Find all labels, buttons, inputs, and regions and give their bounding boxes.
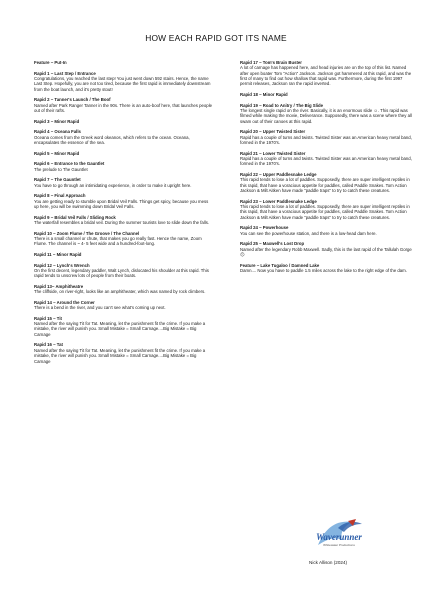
rapid-entry bbox=[34, 60, 214, 65]
rapid-entry-title: Rapid 15 ~ Tit bbox=[34, 315, 62, 321]
rapid-entry-title: Rapid 7 ~ The Gauntlet bbox=[34, 177, 81, 183]
rapid-entry-description: Named after the saying Tit for Tat. Meaning, let the punishment fit the crime. If you make a mistake, the river will punish you. Small Mistake = Small Carnage....Big Mistake = Big Carnage bbox=[34, 347, 206, 364]
rapid-entry-title: Rapid 11 ~ Minor Rapid bbox=[34, 251, 82, 257]
rapid-entry-description: The longest single rapid on the river. Basically, it is an enormous slide ☺. This rapid was filmed while making the movie, Deliverance. Supposedly, there was a scene where they all swam out of their canoes at this rapid. bbox=[240, 108, 412, 124]
rapid-entry-description: Rapid has a couple of turns and twists. Twisted Sister was an American heavy metal band, formed in the 1970's. bbox=[240, 156, 412, 167]
rapid-entry bbox=[34, 129, 214, 145]
rapid-entry bbox=[240, 92, 412, 97]
rapid-entry-title: Rapid 10 ~ Zoom Flume / The Groove / The Channel bbox=[34, 230, 140, 236]
rapid-entry-description: You are getting ready to stumble upon Bridal Veil Falls. Things get spicy, because you mess up here, you will be swimming down Bridal Veil Falls. bbox=[34, 198, 209, 209]
rapid-entry-title: Rapid 2 ~ Tanner's Launch / The Boof bbox=[34, 97, 111, 103]
left-column bbox=[34, 60, 214, 369]
rapid-entry-description: You have to go through an intimidating experience, in order to make it upright here. bbox=[34, 182, 192, 188]
rapid-entry-description: Congratulations, you reached the last step! You just went down 592 stairs. Hence, the name Last Step. Hopefully, you are not too tired, because the first rapid is immediately downstream from the boat launch, and it's pretty stout! bbox=[34, 75, 211, 92]
rapid-entry-title: Feature ~ Lake Tugaloo / Damned Lake bbox=[240, 262, 320, 268]
rapid-entry bbox=[34, 215, 214, 226]
rapid-entry bbox=[34, 252, 214, 257]
rapid-entry-title: Rapid 6 ~ Entrance to the Gauntlet bbox=[34, 161, 105, 167]
rapid-entry-title: Feature ~ Put-In bbox=[34, 60, 67, 65]
rapid-entry bbox=[34, 263, 214, 279]
rapid-entry-title: Rapid 24 ~ Powerhouse bbox=[240, 225, 289, 231]
rapid-entry bbox=[240, 263, 412, 274]
rapid-entry bbox=[34, 177, 214, 188]
rapid-entry-title: Rapid 12 ~ Lynch's Wrench bbox=[34, 262, 90, 268]
rapid-entry-description: On the first decent, legendary paddler, Walt Lynch, dislocated his shoulder at this rapid. This rapid tends to unscrew lots of people from their boats. bbox=[34, 267, 209, 279]
rapid-entry-title: Rapid 16 ~ Tat bbox=[34, 342, 63, 348]
rapid-entry-description: This rapid tends to lose a lot of paddles. Supposedly, there are super intelligent reptiles in this rapid, that have a voracious appetite for paddles, called Paddle Snakes. Tom Action Jackson & Milt Aitken have made "paddle traps" to try to catch these creatures. bbox=[240, 204, 410, 220]
rapid-entry-description: Oceana comes from the Greek word okeanos, which refers to the ocean. Oceana, encapsulates the essence of the sea. bbox=[34, 134, 190, 145]
rapid-entry-title: Rapid 3 ~ Minor Rapid bbox=[34, 118, 80, 124]
rapid-entry bbox=[240, 241, 412, 257]
rapid-entry-description: There is a small channel or chute, that makes you go really fast. Hence the name, Zoom Flume. The channel is ~ 4- 5 feet wide and a hundred-foot-long. bbox=[34, 235, 202, 247]
right-column bbox=[240, 60, 412, 279]
rapid-entry-title: Rapid 4 ~ Oceana Falls bbox=[34, 129, 81, 135]
rapid-entry-title: Rapid 8 ~ Final Approach bbox=[34, 193, 86, 199]
rapid-entry-description: Named after Park Ranger Tanner in the 90s. There is an auto-boof here, that launches people out of their rafts. bbox=[34, 102, 213, 113]
rapid-entry bbox=[34, 316, 214, 337]
logo-subtext: Whitewater Productions bbox=[323, 543, 355, 547]
rapid-entry-title: Rapid 14 ~ Around the Corner bbox=[34, 299, 95, 305]
rapid-entry bbox=[34, 151, 214, 156]
rapid-entry bbox=[240, 199, 412, 220]
rapid-entry bbox=[34, 71, 214, 92]
rapid-entry bbox=[34, 284, 214, 295]
rapid-entry-title: Rapid 18 ~ Minor Rapid bbox=[240, 92, 288, 98]
rapid-entry-description: The prelude to The Gauntlet bbox=[34, 166, 88, 172]
rapid-entry bbox=[34, 342, 214, 363]
rapid-entry-title: Rapid 1 ~ Last Step / Entrance bbox=[34, 70, 96, 76]
rapid-entry-description: The waterfall resembles a bridal veil. During the summer tourists love to slide down the falls. bbox=[34, 219, 210, 225]
rapid-entry-title: Rapid 21 ~ Lower Twisted Sister bbox=[240, 150, 306, 156]
rapid-entry-title: Rapid 19 ~ Road to Anitry / The Big Slide bbox=[240, 102, 324, 108]
rapid-entry-title: Rapid 9 ~ Bridal Veil Falls / Sliding Rock bbox=[34, 214, 116, 220]
rapid-entry bbox=[34, 97, 214, 113]
rapid-entry-description: This rapid tends to lose a lot of paddles. Supposedly, there are super intelligent reptiles in this rapid, that have a voracious appetite for paddles, called Paddle Snakes. Tom Action Jackson & Milt Aitken have made "paddle traps" to try to catch these creatures. bbox=[240, 177, 410, 194]
author-credit: Nick Allison (2024) bbox=[309, 560, 348, 565]
rapid-entry bbox=[34, 161, 214, 172]
rapid-entry bbox=[240, 103, 412, 124]
rapid-entry-description: Named after the legendary Robb Maxwell. Sadly, this is the last rapid of the Tallulah Gorge ☹ bbox=[240, 246, 412, 257]
rapid-entry-title: Rapid 5 ~ Minor Rapid bbox=[34, 150, 80, 156]
rapid-entry-title: Rapid 17 ~ Tom's Brain Buster bbox=[240, 60, 302, 65]
rapid-entry-title: Rapid 13~ Amphitheatre bbox=[34, 283, 84, 289]
rapid-entry bbox=[240, 151, 412, 167]
rapid-entry-description: Damn.... Now you have to paddle 1.5 miles across the lake to the right edge of the dam. bbox=[240, 267, 407, 273]
rapid-entry bbox=[34, 231, 214, 247]
rapid-entry bbox=[240, 129, 412, 145]
rapid-entry-description: Named after the saying Tit for Tat. Meaning, let the punishment fit the crime. If you make a mistake, the river will punish you. Small Mistake = Small Carnage....Big Mistake = Big Carnage bbox=[34, 321, 206, 337]
rapid-entry bbox=[34, 300, 214, 311]
rapid-entry bbox=[240, 172, 412, 193]
rapid-entry bbox=[34, 119, 214, 124]
rapid-entry bbox=[240, 225, 412, 236]
page-title: HOW EACH RAPID GOT ITS NAME bbox=[145, 33, 287, 43]
rapid-entry-description: A lot of carnage has happened here, and head injuries are on the top of this list. Named after open boater Tom "Action" Jackson. Jackson got hammered at this rapid, and was the first of many to find out how shallow that rapid was. Furthermore, during the first 1997 permit releases, Jackson ran the rapid inverted. bbox=[240, 65, 412, 87]
rapid-entry-title: Rapid 23 ~ Lower Paddlesnake Ledge bbox=[240, 198, 317, 204]
logo-text: Waverunner bbox=[316, 532, 362, 542]
rapid-entry-description: Rapid has a couple of turns and twists. Twisted Sister was an American heavy metal band, formed in the 1970's. bbox=[240, 134, 412, 146]
rapid-entry-description: There is a bend in the river, and you can't see what's coming up next. bbox=[34, 305, 166, 311]
rapid-entry bbox=[34, 193, 214, 209]
rapid-entry bbox=[240, 60, 412, 87]
rapid-entry-description: The cliffside, on river-right, looks like an amphitheater, which was named by rock climbers. bbox=[34, 289, 206, 295]
waverunner-logo bbox=[308, 518, 370, 551]
rapid-entry-title: Rapid 22 ~ Upper Paddlesnake Ledge bbox=[240, 171, 317, 177]
rapid-entry-description: You can see the powerhouse station, and there is a low-head dam here. bbox=[240, 230, 377, 236]
rapid-entry-title: Rapid 20 ~ Upper Twisted Sister bbox=[240, 129, 306, 135]
rapid-entry-title: Rapid 25 ~ Maxwell's Lost Drop bbox=[240, 241, 305, 247]
